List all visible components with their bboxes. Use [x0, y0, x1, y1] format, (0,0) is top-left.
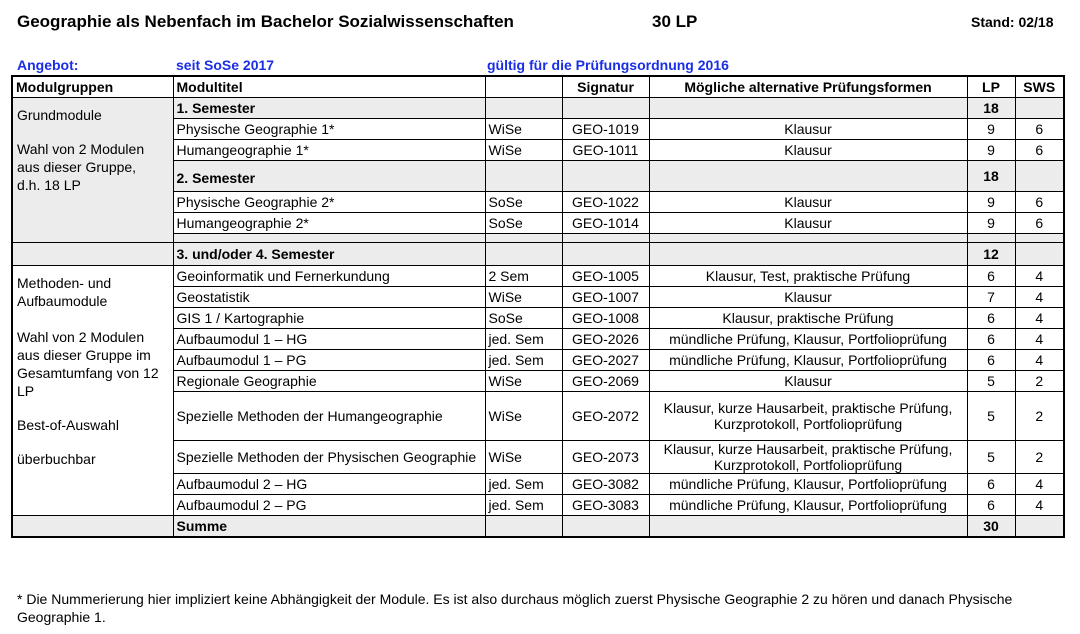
- module-title: Regionale Geographie: [173, 371, 485, 392]
- module-title: Geostatistik: [173, 287, 485, 308]
- sum-label: Summe: [173, 516, 485, 538]
- module-term: SoSe: [485, 308, 562, 329]
- module-exam-forms: mündliche Prüfung, Klausur, Portfolioprüfung: [649, 350, 967, 371]
- module-sws: 4: [1015, 329, 1064, 350]
- module-term: WiSe: [485, 441, 562, 474]
- module-exam-forms: Klausur, kurze Hausarbeit, praktische Prüfung, Kurzprotokoll, Portfolioprüfung: [649, 441, 967, 474]
- module-signature: GEO-2073: [562, 441, 649, 474]
- module-exam-forms: Klausur: [649, 119, 967, 140]
- module-title: Physische Geographie 2*: [173, 192, 485, 213]
- module-lp: 5: [967, 441, 1015, 474]
- module-signature: GEO-2069: [562, 371, 649, 392]
- offer-label: Angebot:: [17, 57, 79, 73]
- module-title: Spezielle Methoden der Physischen Geographie: [173, 441, 485, 474]
- module-sws: 6: [1015, 192, 1064, 213]
- module-sws: 2: [1015, 371, 1064, 392]
- group-name: Methoden- und Aufbaumodule: [17, 275, 112, 309]
- module-sws: 4: [1015, 350, 1064, 371]
- footnote: * Die Nummerierung hier impliziert keine Abhängigkeit der Module. Es ist also durchaus möglich zuerst Physische Geographie 2 zu hören und danach Physische Geographie 1.: [17, 591, 1013, 625]
- column-header: SWS: [1015, 76, 1064, 98]
- module-term: jed. Sem: [485, 495, 562, 516]
- module-lp: 6: [967, 266, 1015, 287]
- module-exam-forms: mündliche Prüfung, Klausur, Portfolioprüfung: [649, 474, 967, 495]
- module-term: WiSe: [485, 392, 562, 441]
- module-exam-forms: Klausur, Test, praktische Prüfung: [649, 266, 967, 287]
- semester-title: 2. Semester: [173, 161, 485, 192]
- module-signature: GEO-3083: [562, 495, 649, 516]
- group-methoden-aufbau: [12, 266, 173, 516]
- module-exam-forms: Klausur: [649, 371, 967, 392]
- module-term: WiSe: [485, 371, 562, 392]
- module-signature: GEO-1008: [562, 308, 649, 329]
- module-table: [11, 75, 1065, 538]
- module-term: WiSe: [485, 140, 562, 161]
- offer-regulation: gültig für die Prüfungsordnung 2016: [487, 57, 729, 73]
- module-sws: 4: [1015, 266, 1064, 287]
- module-signature: GEO-2026: [562, 329, 649, 350]
- module-signature: GEO-1022: [562, 192, 649, 213]
- group-note-best-of: Best-of-Auswahl: [17, 417, 119, 433]
- sum-lp: 30: [967, 516, 1015, 538]
- module-title: GIS 1 / Kartographie: [173, 308, 485, 329]
- table-row: [12, 266, 1064, 287]
- module-signature: GEO-1019: [562, 119, 649, 140]
- sum-row: [12, 516, 1064, 538]
- module-signature: GEO-1014: [562, 213, 649, 234]
- module-term: jed. Sem: [485, 350, 562, 371]
- offer-since: seit SoSe 2017: [176, 57, 275, 73]
- module-sws: 4: [1015, 495, 1064, 516]
- module-title: Aufbaumodul 2 – HG: [173, 474, 485, 495]
- group-note-overbooked: überbuchbar: [17, 451, 96, 467]
- module-lp: 5: [967, 392, 1015, 441]
- module-term: jed. Sem: [485, 329, 562, 350]
- module-lp: 6: [967, 495, 1015, 516]
- module-signature: GEO-2072: [562, 392, 649, 441]
- module-signature: GEO-1007: [562, 287, 649, 308]
- semester-title: 3. und/oder 4. Semester: [173, 243, 485, 266]
- module-lp: 5: [967, 371, 1015, 392]
- semester-lp: 18: [967, 161, 1015, 192]
- module-sws: 6: [1015, 119, 1064, 140]
- module-lp: 9: [967, 213, 1015, 234]
- module-signature: GEO-1011: [562, 140, 649, 161]
- module-sws: 4: [1015, 308, 1064, 329]
- column-header: Mögliche alternative Prüfungsformen: [649, 76, 967, 98]
- module-title: Aufbaumodul 1 – PG: [173, 350, 485, 371]
- module-term: WiSe: [485, 119, 562, 140]
- table-header-row: [12, 76, 1064, 98]
- module-title: Physische Geographie 1*: [173, 119, 485, 140]
- module-signature: GEO-2027: [562, 350, 649, 371]
- module-exam-forms: mündliche Prüfung, Klausur, Portfolioprüfung: [649, 495, 967, 516]
- group-rule: Wahl von 2 Modulen aus dieser Gruppe im Gesamtumfang von 12 LP: [17, 329, 159, 399]
- total-credits: 30 LP: [652, 12, 698, 31]
- semester-title: 1. Semester: [173, 98, 485, 119]
- module-term: WiSe: [485, 287, 562, 308]
- module-lp: 6: [967, 308, 1015, 329]
- module-exam-forms: Klausur: [649, 140, 967, 161]
- module-exam-forms: Klausur, kurze Hausarbeit, praktische Prüfung, Kurzprotokoll, Portfolioprüfung: [649, 392, 967, 441]
- column-header: [485, 76, 562, 98]
- module-lp: 6: [967, 474, 1015, 495]
- module-exam-forms: mündliche Prüfung, Klausur, Portfolioprüfung: [649, 329, 967, 350]
- module-lp: 6: [967, 350, 1015, 371]
- module-exam-forms: Klausur: [649, 213, 967, 234]
- module-title: Spezielle Methoden der Humangeographie: [173, 392, 485, 441]
- semester-lp: 12: [967, 243, 1015, 266]
- module-exam-forms: Klausur: [649, 192, 967, 213]
- module-term: 2 Sem: [485, 266, 562, 287]
- module-exam-forms: Klausur, praktische Prüfung: [649, 308, 967, 329]
- module-sws: 4: [1015, 474, 1064, 495]
- semester-row: [12, 98, 1064, 119]
- group-grundmodule: [12, 98, 173, 243]
- semester-row: [12, 243, 1064, 266]
- module-sws: 4: [1015, 287, 1064, 308]
- module-title: Aufbaumodul 2 – PG: [173, 495, 485, 516]
- module-lp: 6: [967, 329, 1015, 350]
- module-title: Aufbaumodul 1 – HG: [173, 329, 485, 350]
- document-date: Stand: 02/18: [971, 14, 1054, 30]
- module-signature: GEO-1005: [562, 266, 649, 287]
- module-lp: 7: [967, 287, 1015, 308]
- column-header: Modultitel: [173, 76, 485, 98]
- module-lp: 9: [967, 119, 1015, 140]
- module-sws: 6: [1015, 213, 1064, 234]
- module-term: SoSe: [485, 213, 562, 234]
- column-header: Signatur: [562, 76, 649, 98]
- module-lp: 9: [967, 192, 1015, 213]
- module-sws: 6: [1015, 140, 1064, 161]
- group-name: Grundmodule: [17, 107, 102, 123]
- module-sws: 2: [1015, 392, 1064, 441]
- module-title: Humangeographie 1*: [173, 140, 485, 161]
- module-title: Geoinformatik und Fernerkundung: [173, 266, 485, 287]
- module-signature: GEO-3082: [562, 474, 649, 495]
- module-title: Humangeographie 2*: [173, 213, 485, 234]
- semester-lp: 18: [967, 98, 1015, 119]
- module-term: SoSe: [485, 192, 562, 213]
- column-header: Modulgruppen: [12, 76, 173, 98]
- module-sws: 2: [1015, 441, 1064, 474]
- group-rule: Wahl von 2 Modulen aus dieser Gruppe, d.h. 18 LP: [17, 141, 145, 193]
- column-header: LP: [967, 76, 1015, 98]
- document-title: Geographie als Nebenfach im Bachelor Sozialwissenschaften: [17, 12, 514, 31]
- module-term: jed. Sem: [485, 474, 562, 495]
- module-lp: 9: [967, 140, 1015, 161]
- module-exam-forms: Klausur: [649, 287, 967, 308]
